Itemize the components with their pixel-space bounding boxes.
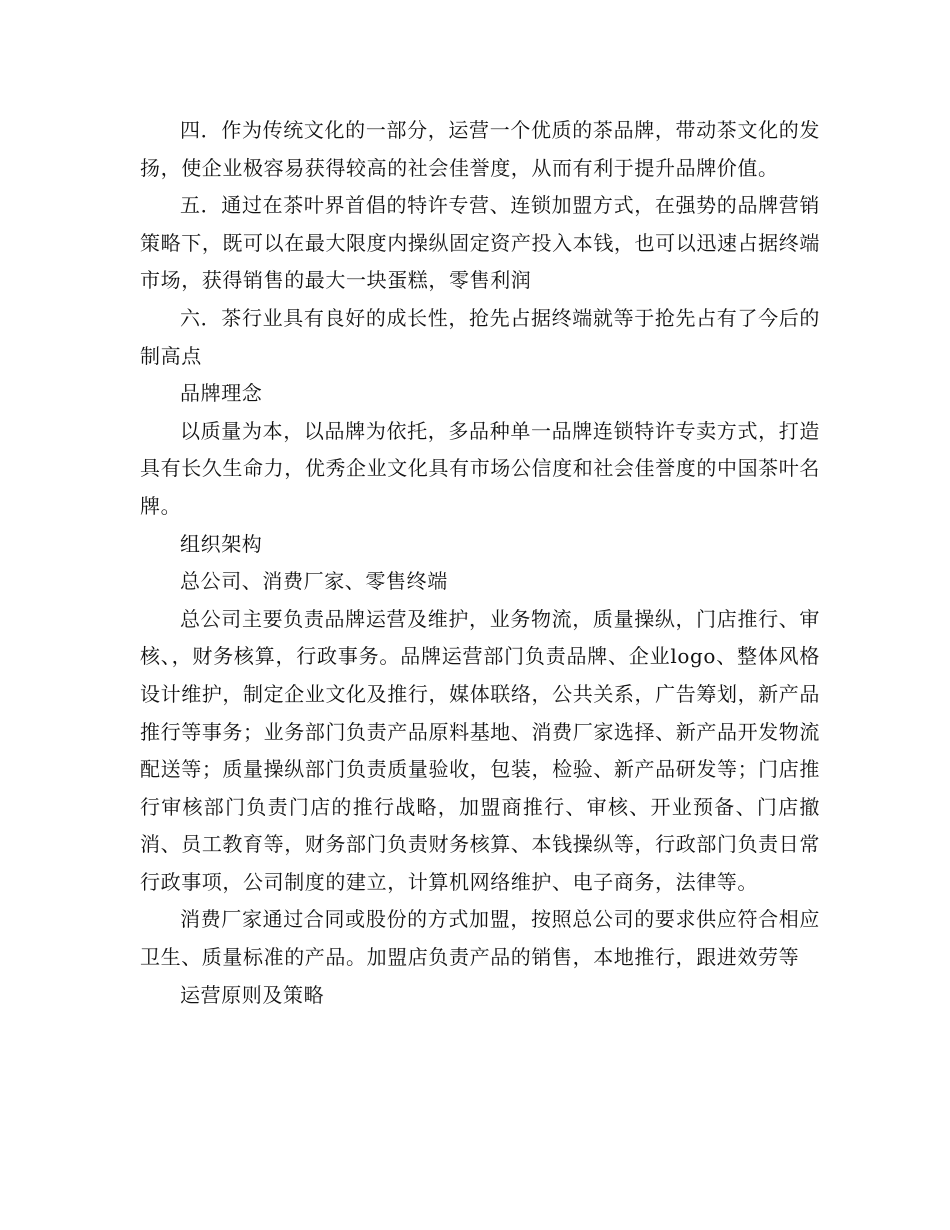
document-page xyxy=(140,112,820,1014)
heading-brand-concept: 品牌理念 xyxy=(180,381,263,406)
heading-operating-principles: 运营原则及策略 xyxy=(180,982,325,1007)
paragraph-manufacturers: 消费厂家通过合同或股份的方式加盟，按照总公司的要求供应符合相应卫生、质量标准的产品。加盟店负责产品的销售，本地推行，跟进效劳等 xyxy=(140,907,820,970)
paragraph-point-five: 五．通过在茶叶界首倡的特许专营、连锁加盟方式，在强势的品牌营销策略下，既可以在最大限度内操纵固定资产投入本钱，也可以迅速占据终端市场，获得销售的最大一块蛋糕，零售利润 xyxy=(140,193,820,293)
paragraph-head-office: 总公司主要负责品牌运营及维护，业务物流，质量操纵，门店推行、审核、，财务核算，行政事务。品牌运营部门负责品牌、企业logo、整体风格设计维护，制定企业文化及推行，媒体联络，公共关系，广告筹划，新产品推行等事务；业务部门负责产品原料基地、消费厂家选择、新产品开发物流配送等；质量操纵部门负责质量验收，包装，检验、新产品研发等；门店推行审核部门负责门店的推行战略，加盟商推行、审核、开业预备、门店撤消、员工教育等，财务部门负责财务核算、本钱操纵等，行政部门负责日常行政事项，公司制度的建立，计算机网络维护、电子商务，法律等。 xyxy=(140,606,820,894)
paragraph-org-units: 总公司、消费厂家、零售终端 xyxy=(180,569,448,594)
paragraph-brand-concept: 以质量为本，以品牌为依托，多品种单一品牌连锁特许专卖方式，打造具有长久生命力，优秀企业文化具有市场公信度和社会佳誉度的中国茶叶名牌。 xyxy=(140,418,820,518)
paragraph-point-four: 四．作为传统文化的一部分，运营一个优质的茶品牌，带动茶文化的发扬，使企业极容易获得较高的社会佳誉度，从而有利于提升品牌价值。 xyxy=(140,118,820,180)
heading-org-structure: 组织架构 xyxy=(180,531,263,556)
paragraph-point-six: 六．茶行业具有良好的成长性，抢先占据终端就等于抢先占有了今后的制高点 xyxy=(140,305,820,368)
